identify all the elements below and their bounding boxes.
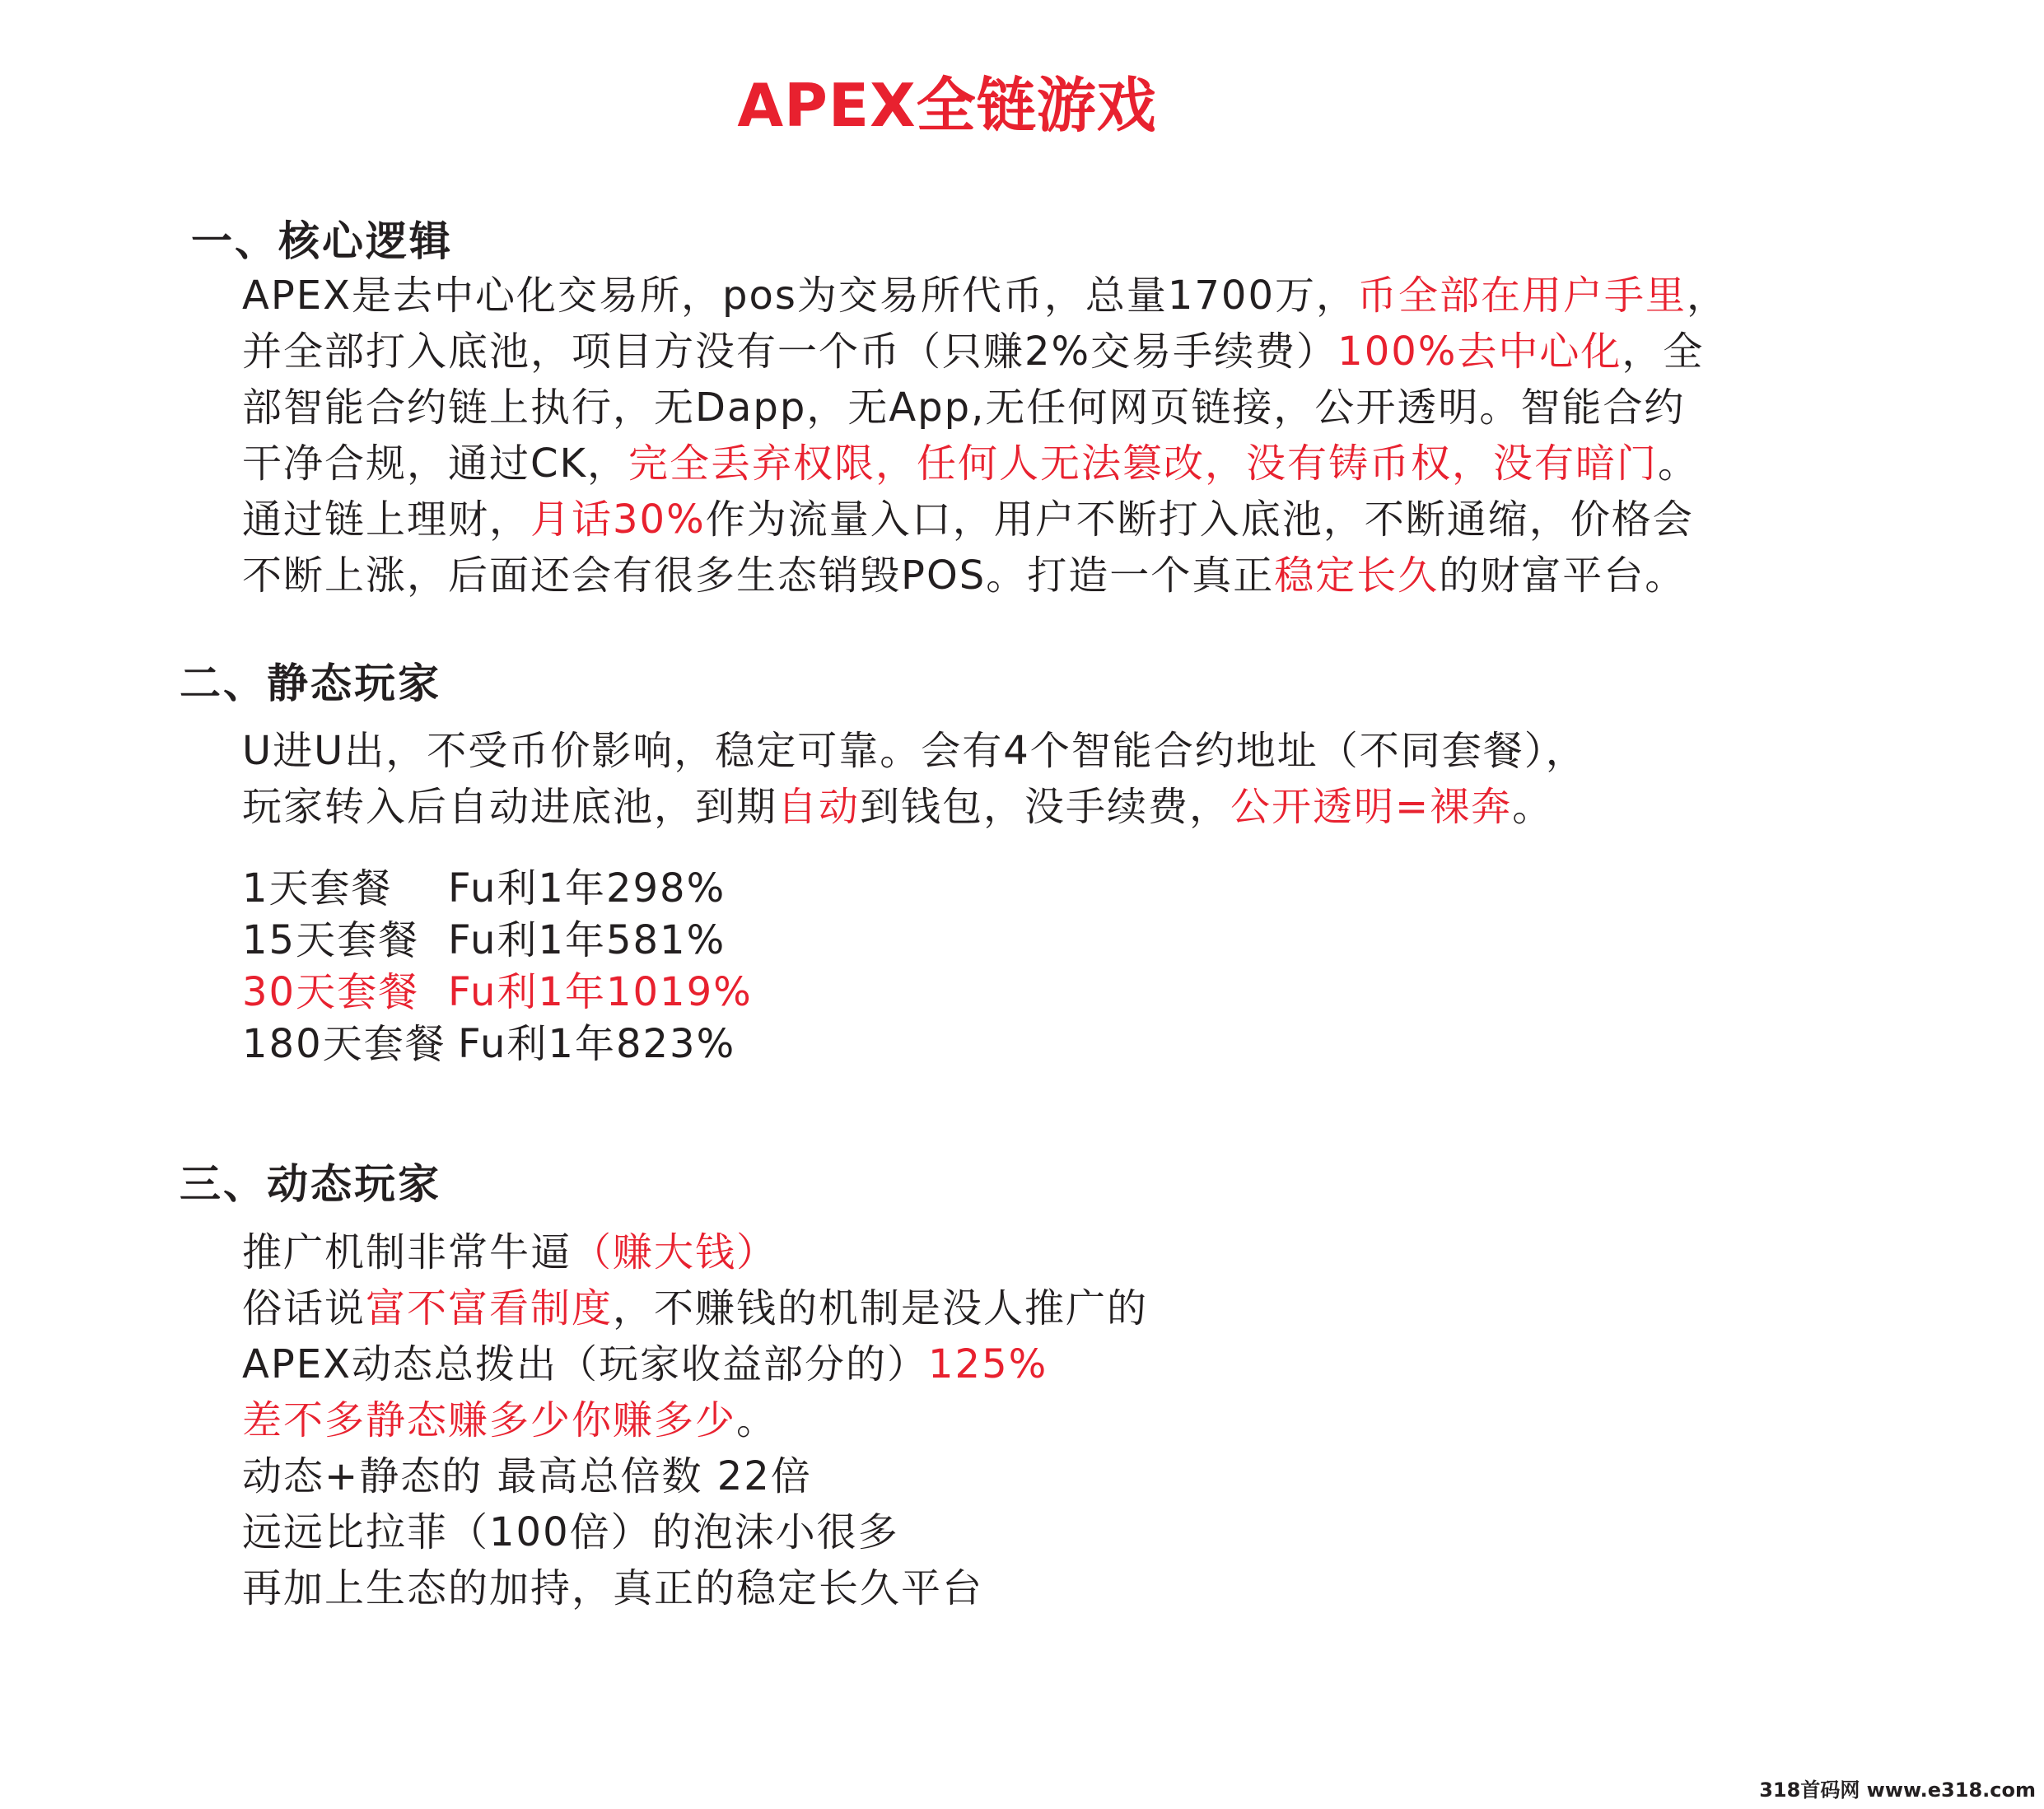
- text-line: [242, 380, 1728, 436]
- text-line: [242, 1560, 1148, 1616]
- text-line: [242, 1448, 1148, 1504]
- highlight-text: 完全丢弃权限，任何人无法篡改，没有铸币权，没有暗门: [628, 441, 1659, 487]
- body-text: ，不赚钱的机制是没人推广的: [613, 1285, 1149, 1331]
- body-text: 。: [736, 1397, 778, 1443]
- body-text: 动态+静态的 最高总倍数 22倍: [242, 1453, 812, 1499]
- page-title: APEX全链游戏: [737, 71, 1157, 140]
- body-text: 推广机制非常牛逼: [242, 1229, 572, 1275]
- body-text: 俗话说: [242, 1285, 366, 1331]
- body-text: ，: [1687, 273, 1729, 319]
- section-heading-core-logic: 一、核心逻辑: [191, 217, 453, 265]
- package-row: [242, 1019, 753, 1070]
- highlight-text: 125%: [928, 1341, 1048, 1387]
- body-text: 到钱包，没手续费，: [860, 784, 1231, 830]
- body-text: 远远比拉菲（100倍）的泡沫小很多: [242, 1509, 899, 1555]
- text-line: [242, 324, 1728, 380]
- package-name: 180天套餐: [242, 1021, 446, 1067]
- package-name: 1天套餐: [242, 865, 393, 911]
- body-text: 。: [1512, 784, 1554, 830]
- package-row: [242, 967, 753, 1019]
- highlight-text: （赚大钱）: [572, 1229, 778, 1275]
- text-line: [242, 779, 1587, 835]
- body-text: 作为流量入口，用户不断打入底池，不断通缩，价格会: [705, 497, 1694, 543]
- highlight-text: 自动: [777, 784, 861, 830]
- package-name: 30天套餐: [242, 969, 420, 1015]
- package-row: [242, 863, 753, 915]
- text-line: [242, 723, 1587, 779]
- body-text: 不断上涨，后面还会有很多生态销毁POS。打造一个真正: [242, 552, 1275, 599]
- body-text: 并全部打入底池，项目方没有一个币（只赚2%交易手续费）: [242, 329, 1338, 375]
- text-line: [242, 268, 1728, 324]
- highlight-text: 公开透明=裸奔: [1230, 784, 1513, 830]
- section-body-static-player: [242, 723, 1587, 835]
- text-line: [242, 1224, 1148, 1280]
- body-text: 玩家转入后自动进底池，到期: [242, 784, 778, 830]
- text-line: [242, 1336, 1148, 1392]
- text-line: [242, 1504, 1148, 1560]
- highlight-text: 稳定长久: [1274, 552, 1440, 599]
- section-heading-static-player: 二、静态玩家: [180, 660, 441, 707]
- package-yield: Fu利1年581%: [448, 917, 726, 963]
- highlight-text: 100%去中心化: [1337, 329, 1622, 375]
- body-text: 部智能合约链上执行，无Dapp，无App,无任何网页链接，公开透明。智能合约: [242, 385, 1686, 431]
- body-text: ，全: [1622, 329, 1705, 375]
- site-watermark: 318首码网 www.e318.com: [1759, 1779, 2036, 1802]
- text-line: [242, 1280, 1148, 1336]
- highlight-text: 币全部在用户手里: [1357, 273, 1687, 319]
- highlight-text: 月话30%: [530, 497, 706, 543]
- highlight-text: 富不富看制度: [366, 1285, 614, 1331]
- package-name: 15天套餐: [242, 917, 420, 963]
- section-body-core-logic: [242, 268, 1728, 604]
- body-text: 干净合规，通过CK，: [242, 441, 628, 487]
- body-text: 通过链上理财，: [242, 497, 531, 543]
- body-text: U进U出，不受币价影响，稳定可靠。会有4个智能合约地址（不同套餐），: [242, 728, 1587, 774]
- text-line: [242, 436, 1728, 492]
- text-line: [242, 1392, 1148, 1448]
- body-text: APEX是去中心化交易所，pos为交易所代币，总量1700万，: [242, 273, 1357, 319]
- package-list: [242, 863, 753, 1070]
- package-yield: Fu利1年1019%: [448, 969, 753, 1015]
- package-row: [242, 915, 753, 967]
- section-body-dynamic-player: [242, 1224, 1148, 1616]
- package-yield: Fu利1年298%: [448, 865, 726, 911]
- highlight-text: 差不多静态赚多少你赚多少: [242, 1397, 737, 1443]
- body-text: 再加上生态的加持，真正的稳定长久平台: [242, 1565, 984, 1611]
- body-text: APEX动态总拨出（玩家收益部分的）: [242, 1341, 928, 1387]
- text-line: [242, 548, 1728, 604]
- body-text: 的财富平台。: [1439, 552, 1687, 599]
- text-line: [242, 492, 1728, 548]
- package-yield: Fu利1年823%: [458, 1021, 736, 1067]
- body-text: 。: [1658, 441, 1700, 487]
- section-heading-dynamic-player: 三、动态玩家: [180, 1160, 441, 1208]
